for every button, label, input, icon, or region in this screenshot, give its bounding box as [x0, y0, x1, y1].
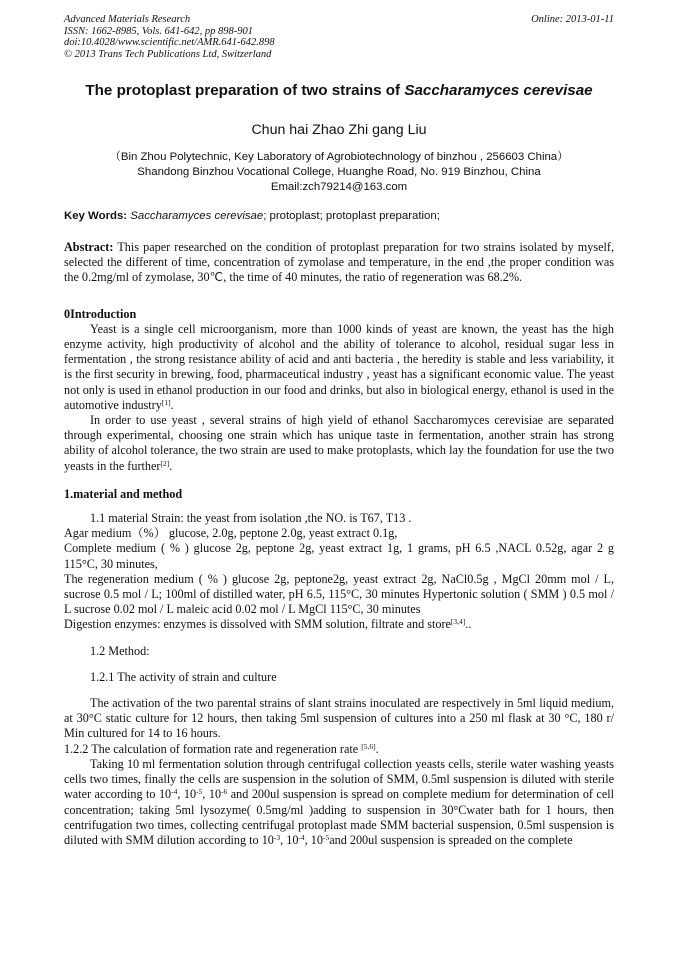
journal-doi: doi:10.4028/www.scientific.net/AMR.641-642.898: [64, 37, 275, 48]
p122-g: and 200ul suspension is spreaded on the complete: [329, 832, 573, 847]
abstract-text: This paper researched on the condition of protoplast preparation for two strains isolated by myself, selected the different of time, concentration of zymolase and temperature, in the end ,the proper condition was the 0.2mg/ml of zymolase, 30℃, the time of 40 minutes, the ratio of regeneration was 68.2%.: [64, 240, 614, 285]
exponent: -3: [273, 832, 281, 842]
intro-heading: 0Introduction: [64, 306, 137, 321]
paragraph-1-2-1: The activation of the two parental strains of slant strains inoculated are respectively in 5ml liquid medium, at 30°C static culture for 12 hours, then taking 5ml suspension of cultures into a 250 ml flask at 30 °C, 180 r/ Min cultured for 14 to 16 hours.: [64, 696, 614, 741]
affiliation-email: Email:zch79214@163.com: [270, 181, 408, 193]
section-1-2: 1.2 Method:: [90, 643, 150, 658]
keywords-species: Saccharamyces cerevisae: [130, 210, 264, 222]
p122-c: , 10: [202, 787, 222, 802]
regeneration-medium: The regeneration medium ( % ) glucose 2g, peptone2g, yeast extract 2g, NaCl0.5g , MgCl 20mm mol / L, sucrose 0.5 mol / L; 100ml of distilled water, pH 6.5, 115°C, 30 minutes Hypertonic solution ( SMM ) 0.5 mol / L sucrose 0.02 mol / L maleic acid 0.02 mol / L MgCl 115°C, 30 minutes: [64, 571, 614, 617]
keywords-label: Key Words:: [64, 210, 128, 222]
journal-copyright: © 2013 Trans Tech Publications Ltd, Switzerland: [64, 48, 272, 60]
section-1-2-1: 1.2.1 The activity of strain and culture: [90, 669, 277, 684]
journal-issn: ISSN: 1662-8985, Vols. 641-642, pp 898-901: [64, 25, 253, 37]
section-1-1: 1.1 material Strain: the yeast from isolation ,the NO. is T67, T13 .: [90, 511, 412, 526]
exponent: -6: [221, 787, 228, 797]
p122-a: Taking 10 ml fermentation solution through centrifugal collection yeasts cells, sterile water washing yeasts cells two times, finally the cells are suspension in the solution of SMM, 0.5ml suspension is diluted with sterile water according to 10: [64, 756, 614, 802]
exponent: -4: [171, 787, 178, 797]
paper-title: [64, 81, 614, 100]
title-main: The protoplast preparation of two strains of: [85, 82, 405, 99]
online-date: Online: 2013-01-11: [531, 14, 614, 25]
affiliation-line-1: （Bin Zhou Polytechnic, Key Laboratory of Agrobiotechnology of binzhou , 256603 China）: [109, 151, 569, 163]
complete-medium: Complete medium ( % ) glucose 2g, peptone 2g, yeast extract 1g, 1 grams, pH 6.5 ,NACL 0.52g, agar 2 g 115°C, 30 minutes,: [64, 541, 614, 571]
abstract: [64, 240, 614, 286]
section-1-2-2: [64, 742, 614, 757]
paragraph-1-2-2: [64, 757, 614, 848]
authors: Chun hai Zhao Zhi gang Liu: [251, 122, 427, 138]
citation-2: [2]: [160, 458, 170, 468]
intro-paragraph-2: [64, 413, 614, 474]
title-species: Saccharamyces cerevisae: [404, 82, 593, 99]
citation-3-4: [3,4]: [450, 617, 466, 627]
affiliation: [64, 150, 614, 195]
digest-end: ..: [465, 617, 472, 632]
abstract-label: Abstract:: [64, 240, 114, 254]
citation-1: [1]: [161, 397, 171, 407]
paper-body: [64, 240, 614, 848]
keywords: [64, 210, 440, 222]
keywords-rest: ; protoplast; protoplast preparation;: [263, 210, 440, 222]
intro-p1-text: Yeast is a single cell microorganism, more than 1000 kinds of yeast are known, the yeast has the high enzyme activity, high productivity of alcohol and the ability of tolerance to alcohol, residual sugar less in fermentation , the strong resistance ability of acid and anti bacteria , the heredity is stable and less variability, it is the first security in brewing, food, pharmaceutical industry , yeast has a significant economic value. The yeast not only is used in ethanol production in our food and drinks, but also in biological energy, ethanol is used in the automotive industry: [64, 321, 614, 412]
agar-medium: Agar medium（%） glucose, 2.0g, peptone 2.0g, yeast extract 0.1g,: [64, 526, 398, 541]
citation-5-6: [5,6]: [361, 741, 376, 751]
method-heading: 1.material and method: [64, 486, 183, 501]
digest-text: Digestion enzymes: enzymes is dissolved with SMM solution, filtrate and store: [64, 617, 451, 632]
p122-b: , 10: [177, 787, 197, 802]
digestion-enzymes: [64, 617, 614, 632]
p122-e: , 10: [280, 832, 299, 847]
intro-p2-text: In order to use yeast , several strains of high yield of ethanol Saccharomyces cerevisiae are separated through experimental, choosing one strain which has unique taste in fermentation, another strain has strong ability of alcohol tolerance, the two strain are used to make protoplasts, which lay the foundation for use the two yeasts in the further: [64, 413, 614, 473]
exponent: -5: [196, 787, 203, 797]
journal-name: Advanced Materials Research: [64, 14, 191, 25]
exponent: -4: [298, 832, 305, 842]
s122-end: .: [375, 741, 379, 756]
journal-header: [64, 14, 275, 60]
intro-paragraph-1: [64, 322, 614, 413]
exponent: -5: [322, 832, 330, 842]
intro-p1-end: .: [170, 397, 174, 412]
s122-text: 1.2.2 The calculation of formation rate and regeneration rate: [64, 741, 362, 756]
p122-f: , 10: [304, 832, 323, 847]
p122-d: and 200ul suspension is spread on complete medium for determination of cell concentration; taking 5ml lysozyme( 0.5mg/ml )adding to suspension in 30°Cwater bath for 1 hours, then centrifugation two times, collecting centrifugal protoplast made SMM bacterial suspension, 0.5ml suspension is diluted with SMM dilution according to 10: [64, 787, 615, 847]
intro-p2-end: .: [169, 458, 173, 473]
affiliation-line-2: Shandong Binzhou Vocational College, Huanghe Road, No. 919 Binzhou, China: [137, 166, 541, 178]
